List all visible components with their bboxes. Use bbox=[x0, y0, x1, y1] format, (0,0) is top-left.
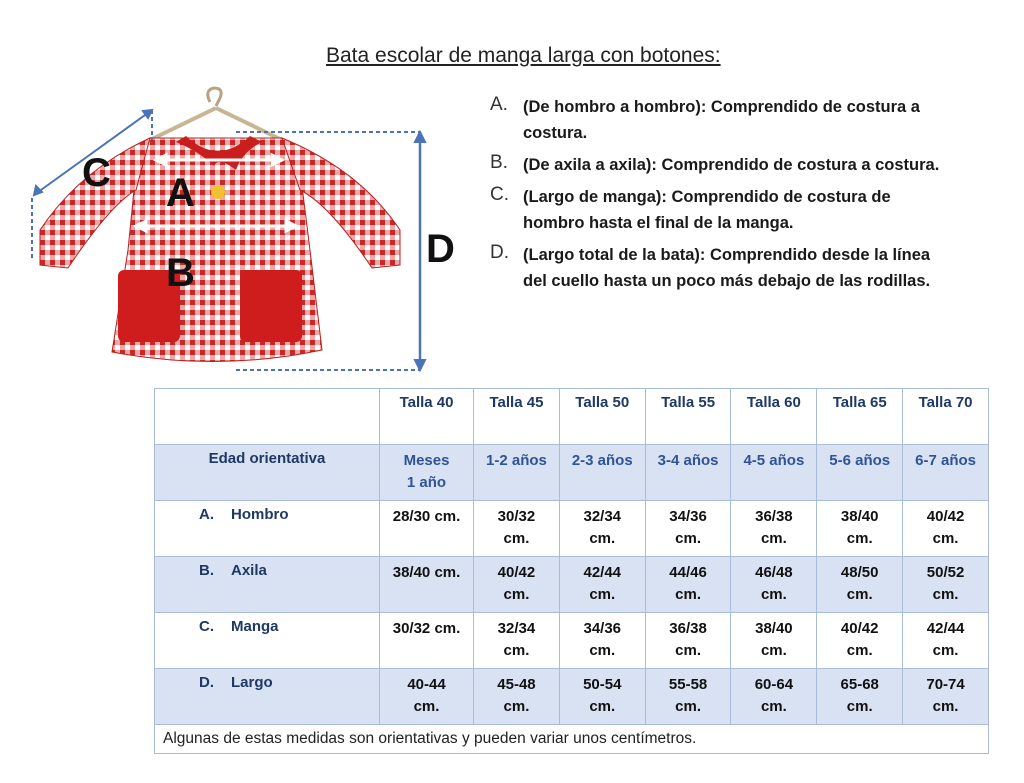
header-cell bbox=[155, 389, 380, 445]
table-cell: 32/34 cm. bbox=[559, 501, 645, 557]
table-note: Algunas de estas medidas son orientativas y pueden variar unos centímetros. bbox=[155, 725, 989, 754]
table-cell: 65-68 cm. bbox=[817, 669, 903, 725]
table-cell: 34/36 cm. bbox=[559, 613, 645, 669]
table-row-axila bbox=[155, 557, 989, 613]
table-cell: 42/44 cm. bbox=[903, 613, 989, 669]
header-cell: Talla 40 bbox=[380, 389, 474, 445]
table-cell: 36/38 cm. bbox=[731, 501, 817, 557]
row-label: C. Manga bbox=[155, 613, 380, 669]
table-cell: 55-58 cm. bbox=[645, 669, 731, 725]
table-cell: 42/44 cm. bbox=[559, 557, 645, 613]
label-a: A bbox=[166, 171, 195, 215]
table-cell: 44/46 cm. bbox=[645, 557, 731, 613]
age-cell: 2-3 años bbox=[559, 445, 645, 501]
age-cell: 4-5 años bbox=[731, 445, 817, 501]
age-label: Edad orientativa bbox=[155, 445, 380, 501]
table-cell: 50-54 cm. bbox=[559, 669, 645, 725]
table-cell: 36/38 cm. bbox=[645, 613, 731, 669]
header-cell: Talla 60 bbox=[731, 389, 817, 445]
size-header-row bbox=[155, 389, 989, 445]
row-label: B. Axila bbox=[155, 557, 380, 613]
table-cell: 40/42 cm. bbox=[474, 557, 560, 613]
table-cell: 30/32 cm. bbox=[474, 501, 560, 557]
label-c: C bbox=[82, 151, 111, 195]
row-label: D. Largo bbox=[155, 669, 380, 725]
table-cell: 46/48 cm. bbox=[731, 557, 817, 613]
table-cell: 70-74 cm. bbox=[903, 669, 989, 725]
table-cell: 30/32 cm. bbox=[380, 613, 474, 669]
age-cell: Meses 1 año bbox=[380, 445, 474, 501]
smock-illustration bbox=[0, 80, 470, 380]
label-b: B bbox=[166, 251, 195, 295]
table-row-manga bbox=[155, 613, 989, 669]
definition-b: B. (De axila a axila): Comprendido de costura a costura. bbox=[490, 152, 940, 174]
header-cell: Talla 65 bbox=[817, 389, 903, 445]
header-cell: Talla 55 bbox=[645, 389, 731, 445]
label-d: D bbox=[426, 227, 455, 271]
note-row bbox=[155, 725, 989, 754]
table-cell: 45-48 cm. bbox=[474, 669, 560, 725]
age-cell: 1-2 años bbox=[474, 445, 560, 501]
table-row-largo bbox=[155, 669, 989, 725]
size-table bbox=[154, 388, 989, 754]
table-cell: 40-44 cm. bbox=[380, 669, 474, 725]
age-cell: 3-4 años bbox=[645, 445, 731, 501]
measurement-definitions bbox=[490, 94, 950, 300]
table-cell: 28/30 cm. bbox=[380, 501, 474, 557]
table-cell: 40/42 cm. bbox=[817, 613, 903, 669]
table-cell: 34/36 cm. bbox=[645, 501, 731, 557]
header-cell: Talla 50 bbox=[559, 389, 645, 445]
table-cell: 32/34 cm. bbox=[474, 613, 560, 669]
row-label: A. Hombro bbox=[155, 501, 380, 557]
page-title: Bata escolar de manga larga con botones: bbox=[326, 44, 721, 67]
definition-d: D. (Largo total de la bata): Comprendido desde la línea del cuello hasta un poco más debajo de las rodillas. bbox=[490, 242, 931, 290]
header-cell: Talla 45 bbox=[474, 389, 560, 445]
table-cell: 38/40 cm. bbox=[731, 613, 817, 669]
hanger-icon bbox=[150, 88, 282, 140]
header-cell: Talla 70 bbox=[903, 389, 989, 445]
table-cell: 40/42 cm. bbox=[903, 501, 989, 557]
definition-c: C. (Largo de manga): Comprendido de costura de hombro hasta el final de la manga. bbox=[490, 184, 891, 232]
age-cell: 6-7 años bbox=[903, 445, 989, 501]
definition-a: A. (De hombro a hombro): Comprendido de costura a costura. bbox=[490, 94, 920, 142]
table-row-hombro bbox=[155, 501, 989, 557]
table-cell: 60-64 cm. bbox=[731, 669, 817, 725]
age-row bbox=[155, 445, 989, 501]
table-cell: 38/40 cm. bbox=[380, 557, 474, 613]
table-cell: 50/52 cm. bbox=[903, 557, 989, 613]
table-cell: 38/40 cm. bbox=[817, 501, 903, 557]
age-cell: 5-6 años bbox=[817, 445, 903, 501]
table-cell: 48/50 cm. bbox=[817, 557, 903, 613]
